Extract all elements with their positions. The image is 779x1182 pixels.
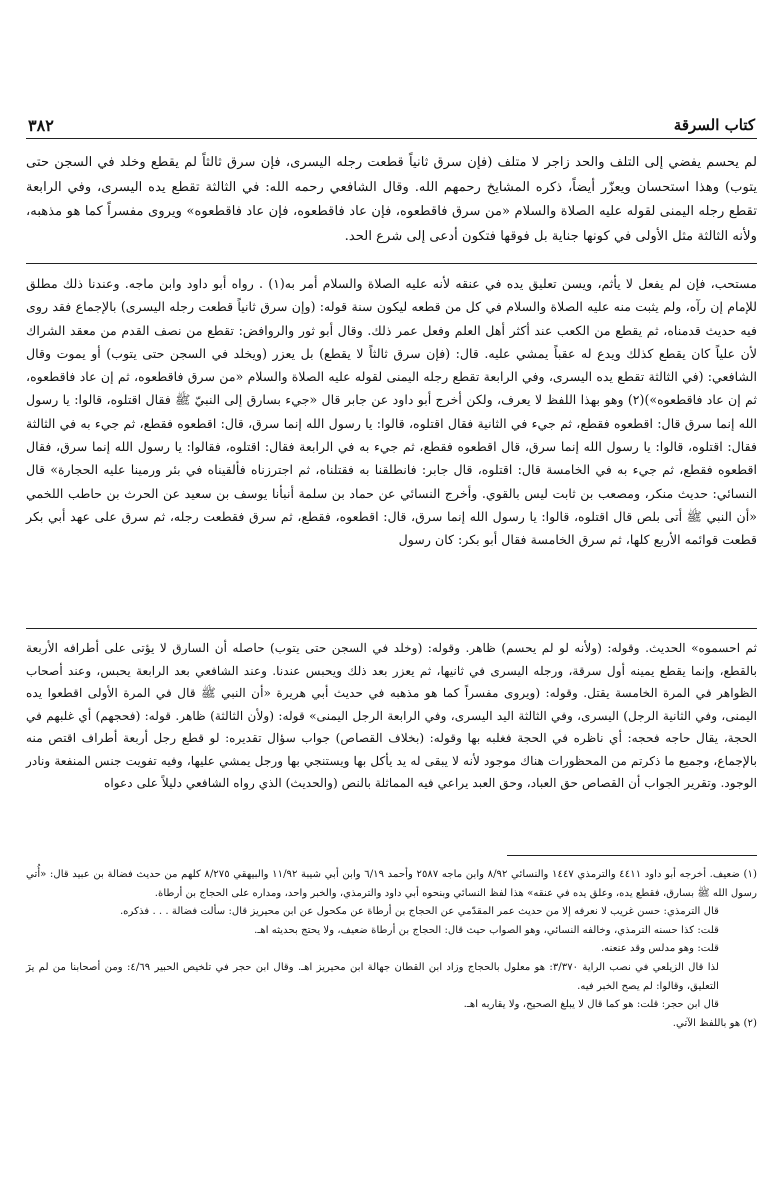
- main-text: لم يحسم يفضي إلى التلف والحد زاجر لا متلف (فإن سرق ثانياً قطعت رجله اليسرى، فإن سرق ثالثاً لم يقطع وخلد في السجن حتى يتوب) وهذا استحسان ويعزّر أيضاً، ذكره المشايخ رحمهم الله. وقال الشافعي رحمه الله: في الثالثة تقطع يده اليسرى، وفي الرابعة تقطع رجله اليمنى لقوله عليه الصلاة والسلام «من سرق فاقطعوه، فإن عاد فاقطعوه، فإن عاد فاقطعوه» ويروى مفسراً كما هو مذهبه، ولأنه الثالثة مثل الأولى في كونها جناية بل فوقها فتكون أدعى إلى شرع الحد.: [26, 155, 757, 244]
- commentary-block: [26, 272, 757, 552]
- page-header: [26, 116, 757, 139]
- running-title: كتاب السرقة: [673, 116, 755, 134]
- footnote-line: قلت: كذا حسنه الترمذي، وخالفه النسائي، وهو الصواب حيث قال: الحجاج بن أرطاة ضعيف، ولا يحتج بحديثه اهـ.: [254, 924, 719, 936]
- page-number: ٣٨٢: [28, 116, 54, 135]
- main-text-block: [26, 151, 757, 249]
- commentary-text: مستحب، فإن لم يفعل لا يأثم، ويسن تعليق يده في عنقه لأنه عليه الصلاة والسلام أمر به(١) . رواه أبو داود وابن ماجه. وعندنا ذلك مطلق للإمام إن رآه، ولم يثبت منه عليه الصلاة والسلام في كل من قطعه ليكون سنة قوله: (وإن سرق ثانياً قطعت رجله اليسرى) بالإجماع فقد روى فيه حديث قدمناه، ثم يقطع من الكعب عند أكثر أهل العلم وفعل عمر ذلك. وقال أبو ثور والروافض: تقطع من نصف القدم من معقد الشراك لأن علياً كان يقطع كذلك ويدع له عقباً يمشي عليه. قال: (فإن سرق ثالثاً لا يقطع) بل يعزر (ويخلد في السجن حتى يتوب) أو يموت وقال الشافعي: (في الثالثة تقطع يده اليسرى، وفي الرابعة تقطع رجله اليمنى لقوله عليه الصلاة والسلام «من سرق فاقطعوه، ثم إن عاد فاقطعوه، ثم إن عاد فاقطعوه»)(٢) وهو بهذا اللفظ لا يعرف، ولكن أخرج أبو داود عن جابر قال «جيء بسارق إلى النبيّ ﷺ فقال اقتلوه، قالوا: يا رسول الله إنما سرق قال: اقطعوه فقطع، ثم جيء في الثانية فقال اقتلوه، قالوا: يا رسول الله إنما سرق، قال: اقطعوه فقطع، ثم جيء به في الثالثة فقال: اقتلوه، قالوا: يا رسول الله إنما سرق، قال اقطعوه فقطع، ثم جيء به في الرابعة فقال: اقتلوه، فقالوا: يا رسول الله إنما سرق، فقال اقطعوه فقطع، ثم جيء به في الخامسة قال: اقتلوه، قال جابر: فانطلقنا به فقتلناه، ثم اجترزناه فألقيناه في بئر ورمينا عليه الحجارة» قال النسائي: حديث منكر، ومصعب بن ثابت ليس بالقوي. وأخرج النسائي عن حماد بن سلمة أنبأنا يوسف بن سعيد عن الحرث بن حاطب اللخمي «أن النبي ﷺ أتى بلص قال اقتلوه، قالوا: يا رسول الله إنما سرق، قال: اقطعوه، فقطع، ثم سرق فقطعت رجله، ثم سرق على عهد أبي بكر قطعت قوائمه الأربع كلها، ثم سرق الخامسة فقال أبو بكر: كان رسول: [26, 276, 758, 548]
- footnotes-block: [26, 866, 757, 1033]
- footnote: (٢) هو باللفظ الآتي.: [672, 1017, 757, 1029]
- footnote-line: قال الترمذي: حسن غريب لا نعرفه إلا من حديث عمر المقدّمي عن الحجاج بن أرطاة عن مكحول عن ابن محيريز قال: سألت فضالة . . . فذكره.: [119, 906, 719, 918]
- secondary-commentary-block: [26, 637, 757, 795]
- secondary-commentary-text: ثم احسموه» الحديث. وقوله: (ولأنه لو لم يحسم) ظاهر. وقوله: (وخلد في السجن حتى يتوب) حاصله أن السارق لا يؤتى على أطرافه الأربعة بالقطع، وإنما يقطع يمينه أول سرقة، ورجله اليسرى في ثانيها، ثم يعزر بعد ذلك ويحبس عندنا. وعند الشافعي بعد الرابعة يحبس، وعند أصحاب الظواهر في المرة الخامسة يقتل. وقوله: (ويروى مفسراً كما هو مذهبه في حديث أبي هريرة «أن النبي ﷺ قال في المرة الأولى اقطعوا يده اليمنى، وفي الثانية الرجل) اليسرى، وفي الثالثة اليد اليسرى، وفي الرابعة الرجل اليمنى» قوله: (ولأن الثالثة) ظاهر. قوله: (فحجهم) أي غلبهم في الحجة، يقال حاجه فحجه: أي ناظره في الحجة فغلبه بها وقوله: (بخلاف القصاص) جواب سؤال تقديره: لو قطع رجل أربعة أطراف اقتص منه بالإجماع، وجميع ما ذكرتم من المحظورات هناك موجود لأنه لا يبقى له يد يأكل بها ويستنجي بها ورجل يمشي عليها، وفيه تفويت جنس المنفعة ونادر الوجود. وتقرير الجواب أن القصاص حق العباد، وحق العبد يراعي فيه المماثلة بالنص (والحديث) الذي رواه الشافعي دليلاً على دعواه: [26, 641, 757, 790]
- footnote-line: لذا قال الزيلعي في نصب الراية ٣/٣٧٠: هو معلول بالحجاج وزاد ابن القطان جهالة ابن محيريز اهـ. وقال ابن حجر في تلخيص الحبير ٤/٦٩: ومن أصحابنا من لم يرَ التعليق، وقالوا: لم يصح الخبر فيه.: [26, 961, 719, 992]
- footnote-line: قال ابن حجر: قلت: هو كما قال لا يبلغ الصحيح، ولا يقاربه اهـ.: [463, 999, 719, 1011]
- section-divider: [26, 628, 757, 629]
- section-divider: [26, 263, 757, 264]
- footnote: (١) ضعيف. أخرجه أبو داود ٤٤١١ والترمذي ١٤٤٧ والنسائي ٨/٩٢ وابن ماجه ٢٥٨٧ وأحمد ٦/١٩ وابن أبي شيبة ١١/٩٢ والبيهقي ٨/٢٧٥ كلهم من حديث فضالة بن عبيد قال: «أُتي رسول الله ﷺ بسارق، فقطع يده، وعلق يده في عنقه» هذا لفظ النسائي وبنحوه أبي داود والترمذي، والخبر واحد، ومداره على الحجاج بن أرطاة.: [26, 869, 757, 899]
- footnote-divider: [507, 855, 757, 856]
- footnote-line: قلت: وهو مدلس وقد عنعنه.: [600, 943, 719, 955]
